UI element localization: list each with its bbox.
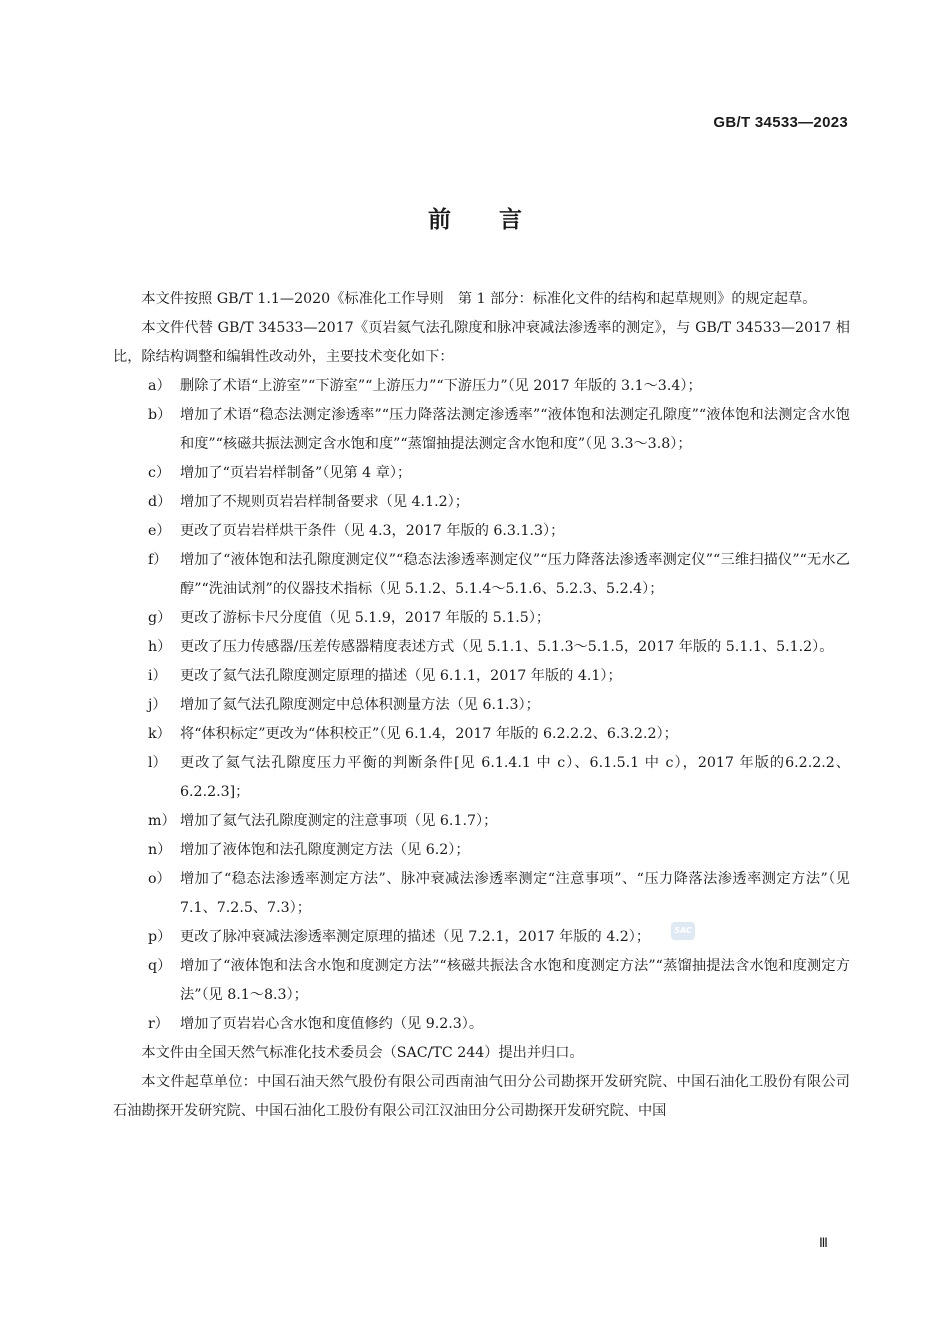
list-item-text: 增加了氦气法孔隙度测定的注意事项（见 6.1.7）； [180,813,498,829]
list-item-text: 增加了氦气法孔隙度测定中总体积测量方法（见 6.1.3）； [180,697,540,713]
list-marker: o） [148,871,171,887]
list-item [113,633,850,662]
list-marker: d） [148,494,172,510]
list-marker: c） [148,465,171,481]
list-item [113,807,850,836]
technical-changes-list [113,372,850,1039]
list-item-text: 删除了术语“上游室”“下游室”“上游压力”“下游压力”（见 2017 年版的 3.1～3.4）； [180,378,702,394]
list-item [113,604,850,633]
list-marker: i） [148,668,167,684]
list-marker: m） [148,813,176,829]
list-item [113,488,850,517]
document-body [113,285,850,1126]
list-marker: f） [148,552,168,568]
paragraph-committee: 本文件由全国天然气标准化技术委员会（SAC/TC 244）提出并归口。 [141,1045,584,1061]
list-item [113,691,850,720]
list-item [113,401,850,459]
list-item-text: 更改了页岩岩样烘干条件（见 4.3，2017 年版的 6.3.1.3）； [180,523,565,539]
list-item-text: 增加了“稳态法渗透率测定方法”、脉冲衰减法渗透率测定“注意事项”、“压力降落法渗透率测定方法”（见 7.1、7.2.5、7.3）； [180,871,850,916]
list-item-text: 更改了氦气法孔隙度压力平衡的判断条件[见 6.1.4.1 中 c）、6.1.5.1 中 c），2017 年版的6.2.2.2、6.2.2.3]； [180,755,850,800]
list-item-text: 增加了“液体饱和法孔隙度测定仪”“稳态法渗透率测定仪”“压力降落法渗透率测定仪”“三维扫描仪”“无水乙醇”“洗油试剂”的仪器技术指标（见 5.1.2、5.1.4～5.1.6、5.2.3、5.2.4）； [180,552,850,597]
paragraph-drafting-units: 本文件起草单位：中国石油天然气股份有限公司西南油气田分公司勘探开发研究院、中国石油化工股份有限公司石油勘探开发研究院、中国石油化工股份有限公司江汉油田分公司勘探开发研究院、中国 [113,1074,850,1119]
list-item-text: 增加了“液体饱和法含水饱和度测定方法”“核磁共振法含水饱和度测定方法”“蒸馏抽提法含水饱和度测定方法”（见 8.1～8.3）； [180,958,850,1003]
list-item [113,546,850,604]
list-item-text: 将“体积标定”更改为“体积校正”（见 6.1.4，2017 年版的 6.2.2.2、6.3.2.2）； [180,726,678,742]
list-item-text: 增加了页岩岩心含水饱和度值修约（见 9.2.3）。 [180,1016,484,1032]
list-item-text: 增加了液体饱和法孔隙度测定方法（见 6.2）； [180,842,470,858]
list-marker: p） [148,929,172,945]
list-item-text: 更改了压力传感器/压差传感器精度表述方式（见 5.1.1、5.1.3～5.1.5，2017 年版的 5.1.1、5.1.2）。 [180,639,834,655]
list-item [113,1010,850,1039]
list-marker: j） [148,697,167,713]
list-marker: a） [148,378,171,394]
list-marker: n） [148,842,172,858]
list-item [113,720,850,749]
list-item-text: 增加了不规则页岩岩样制备要求（见 4.1.2）； [180,494,469,510]
page-number: Ⅲ [819,1235,828,1250]
list-item [113,372,850,401]
list-item-text: 增加了术语“稳态法测定渗透率”“压力降落法测定渗透率”“液体饱和法测定孔隙度”“液体饱和法测定含水饱和度”“核磁共振法测定含水饱和度”“蒸馏抽提法测定含水饱和度”（见 3.3～3.8）； [180,407,850,452]
paragraph-drafting-rules: 本文件按照 GB/T 1.1—2020《标准化工作导则 第 1 部分：标准化文件的结构和起草规则》的规定起草。 [141,291,817,307]
list-item [113,517,850,546]
list-item-text: 更改了脉冲衰减法渗透率测定原理的描述（见 7.2.1，2017 年版的 4.2）； [180,929,651,945]
list-item [113,459,850,488]
list-marker: b） [148,407,172,423]
list-marker: q） [148,958,172,974]
list-marker: k） [148,726,171,742]
page-title: 前言 [428,206,570,233]
list-item-text: 增加了“页岩岩样制备”（见第 4 章）； [180,465,412,481]
list-item-text: 更改了游标卡尺分度值（见 5.1.9，2017 年版的 5.1.5）； [180,610,551,626]
standard-code: GB/T 34533—2023 [713,114,848,131]
list-item [113,952,850,1010]
paragraph-replacement: 本文件代替 GB/T 34533—2017《页岩氦气法孔隙度和脉冲衰减法渗透率的测定》，与 GB/T 34533—2017 相比，除结构调整和编辑性改动外，主要技术变化如下： [113,320,850,365]
sac-watermark-logo: SAC [671,922,695,940]
list-marker: e） [148,523,171,539]
list-item [113,749,850,807]
list-item-text: 更改了氦气法孔隙度测定原理的描述（见 6.1.1，2017 年版的 4.1）； [180,668,622,684]
list-marker: g） [148,610,172,626]
list-item [113,836,850,865]
list-item [113,662,850,691]
list-item [113,923,850,952]
list-marker: l） [148,755,167,771]
list-item [113,865,850,923]
list-marker: h） [148,639,172,655]
list-marker: r） [148,1016,169,1032]
